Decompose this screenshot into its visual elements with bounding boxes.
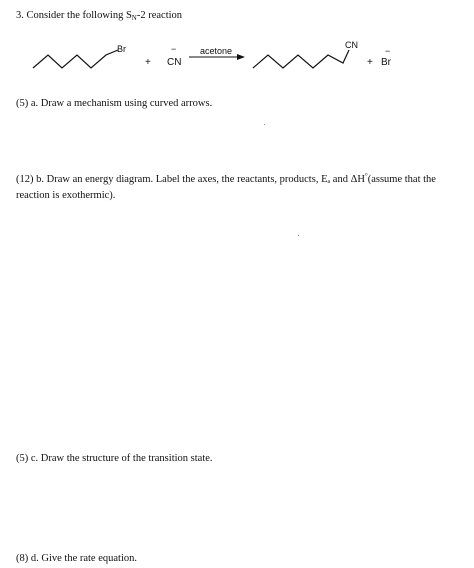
arrow-condition-acetone: acetone	[200, 46, 233, 56]
part-d-prompt: (8) d. Give the rate equation.	[16, 553, 137, 564]
part-b-prompt	[16, 170, 466, 202]
product-skeletal-chain	[253, 50, 349, 68]
sn-subscript: N	[131, 14, 137, 22]
part-b-text-3: (assume that the reaction is exothermic).	[16, 174, 436, 201]
bromide-charge: −	[385, 46, 391, 56]
question-3-prefix: 3. Consider the following S	[16, 10, 132, 21]
plus-sign-1: +	[145, 57, 151, 68]
plus-sign-2: +	[367, 57, 373, 68]
question-3-title	[16, 9, 182, 25]
scan-speck	[264, 124, 265, 125]
bromide-label: Br	[381, 57, 391, 68]
degree-superscript: °	[364, 172, 368, 180]
part-b-text-1: (12) b. Draw an energy diagram. Label the axes, the reactants, products, E	[16, 174, 328, 185]
ea-subscript: a	[327, 179, 331, 185]
reactant-skeletal-chain	[33, 50, 118, 68]
reaction-scheme	[0, 30, 474, 90]
reactant-br-label: Br	[117, 44, 126, 54]
scan-speck	[298, 235, 299, 236]
reaction-arrow-head	[237, 54, 245, 60]
part-c-prompt: (5) c. Draw the structure of the transition state.	[16, 453, 213, 464]
product-cn-label: CN	[345, 40, 358, 50]
part-a-prompt: (5) a. Draw a mechanism using curved arrows.	[16, 98, 213, 109]
nucleophile-cn: CN	[167, 57, 182, 68]
question-3-suffix: -2 reaction	[136, 10, 183, 21]
part-b-text-2: and ΔH	[330, 174, 365, 185]
nucleophile-charge: −	[171, 44, 177, 54]
